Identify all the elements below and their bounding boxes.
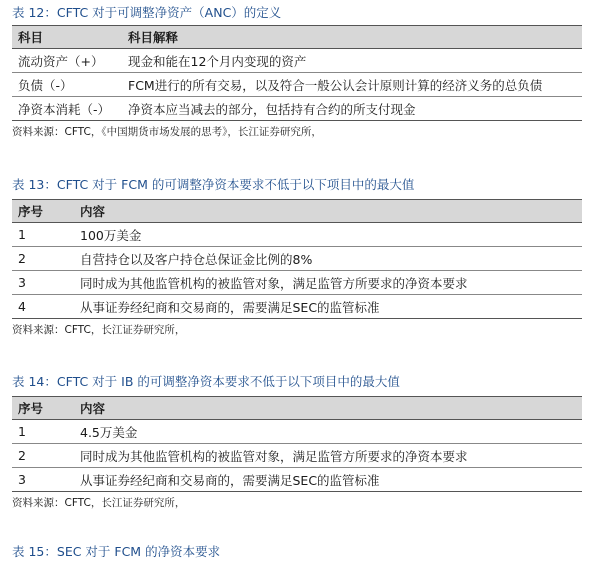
table-cell: 2 bbox=[12, 444, 74, 468]
table-cell: 净资本应当减去的部分，包括持有合约的所支付现金 bbox=[122, 97, 582, 121]
table-row bbox=[12, 420, 582, 444]
table-12-block bbox=[12, 4, 582, 140]
table-cell: 同时成为其他监管机构的被监管对象，满足监管方所要求的净资本要求 bbox=[74, 444, 582, 468]
table-cell: 从事证券经纪商和交易商的，需要满足SEC的监管标准 bbox=[74, 468, 582, 492]
table-cell: 负债（-） bbox=[12, 73, 122, 97]
table-12-caption: 表 12：CFTC 对于可调整净资产（ANC）的定义 bbox=[12, 5, 282, 20]
table-cell: 1 bbox=[12, 420, 74, 444]
table-14-caption: 表 14：CFTC 对于 IB 的可调整净资本要求不低于以下项目中的最大值 bbox=[12, 374, 400, 389]
table-row bbox=[12, 97, 582, 121]
table-14-source: 资料来源：CFTC，长江证券研究所， bbox=[12, 497, 186, 509]
table-cell: 100万美金 bbox=[74, 223, 582, 247]
table-row bbox=[12, 295, 582, 319]
table-row bbox=[12, 223, 582, 247]
table-12 bbox=[12, 25, 582, 121]
table-cell: 3 bbox=[12, 468, 74, 492]
table-15-block bbox=[12, 543, 582, 561]
table-cell: 净资本消耗（-） bbox=[12, 97, 122, 121]
table-cell: 2 bbox=[12, 247, 74, 271]
table-cell: 3 bbox=[12, 271, 74, 295]
table-13-source: 资料来源：CFTC，长江证券研究所， bbox=[12, 324, 186, 336]
table-row bbox=[12, 444, 582, 468]
table-12-header-subject: 科目 bbox=[12, 26, 122, 49]
table-row bbox=[12, 247, 582, 271]
table-cell: 同时成为其他监管机构的被监管对象，满足监管方所要求的净资本要求 bbox=[74, 271, 582, 295]
table-15-caption: 表 15：SEC 对于 FCM 的净资本要求 bbox=[12, 544, 221, 559]
table-14 bbox=[12, 396, 582, 492]
table-row bbox=[12, 468, 582, 492]
table-cell: 4.5万美金 bbox=[74, 420, 582, 444]
table-cell: 流动资产（+） bbox=[12, 49, 122, 73]
table-12-source: 资料来源：CFTC，《中国期货市场发展的思考》，长江证券研究所， bbox=[12, 126, 322, 138]
table-13-header-number: 序号 bbox=[12, 200, 74, 223]
table-cell: 从事证券经纪商和交易商的，需要满足SEC的监管标准 bbox=[74, 295, 582, 319]
table-cell: 1 bbox=[12, 223, 74, 247]
table-13-header-content: 内容 bbox=[74, 200, 582, 223]
table-cell: 现金和能在12个月内变现的资产 bbox=[122, 49, 582, 73]
table-13 bbox=[12, 199, 582, 319]
table-cell: 自营持仓以及客户持仓总保证金比例的8% bbox=[74, 247, 582, 271]
table-14-header-content: 内容 bbox=[74, 397, 582, 420]
table-row bbox=[12, 271, 582, 295]
table-row bbox=[12, 73, 582, 97]
table-12-header-explanation: 科目解释 bbox=[122, 26, 582, 49]
table-row bbox=[12, 49, 582, 73]
table-14-header-number: 序号 bbox=[12, 397, 74, 420]
table-cell: FCM进行的所有交易，以及符合一般公认会计原则计算的经济义务的总负债 bbox=[122, 73, 582, 97]
table-13-caption: 表 13：CFTC 对于 FCM 的可调整净资本要求不低于以下项目中的最大值 bbox=[12, 177, 415, 192]
table-14-block bbox=[12, 373, 582, 511]
table-13-block bbox=[12, 176, 582, 338]
table-cell: 4 bbox=[12, 295, 74, 319]
